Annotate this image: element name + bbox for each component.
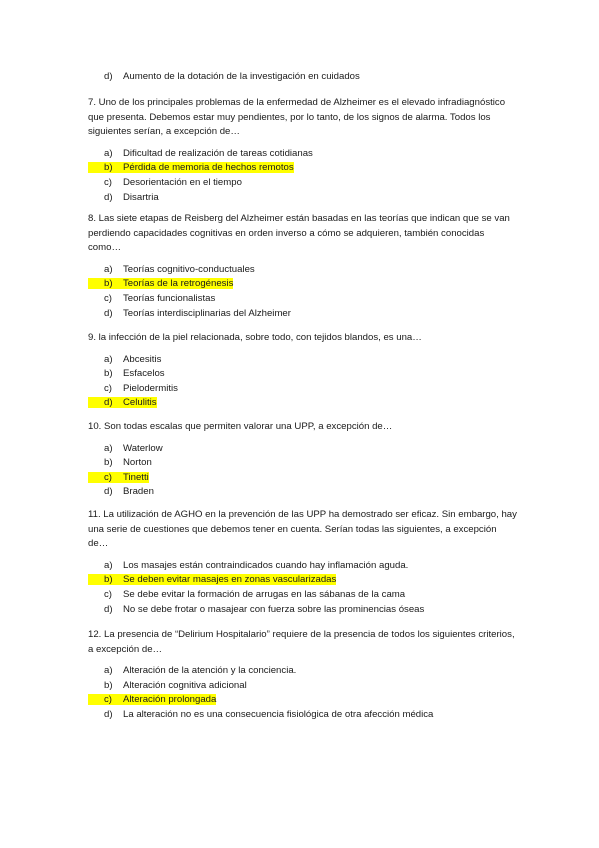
option-item [88,277,518,292]
option-item [88,456,518,471]
option-letter: a) [104,559,113,571]
question-text: 12. La presencia de “Delirium Hospitalario” requiere de la presencia de todos los siguientes criterios, a excepción de… [88,629,515,655]
option-list [88,147,518,205]
option-letter: a) [104,665,113,677]
option-letter: a) [104,263,113,275]
option-list [88,442,518,500]
option-letter: b) [104,679,113,691]
option-letter: b) [104,457,113,469]
option-item [88,161,518,176]
option-item [88,559,518,574]
option-text: Alteración de la atención y la conciencia. [123,665,297,677]
option-text-highlighted: Teorías de la retrogénesis [123,278,234,290]
option-item [88,353,518,368]
option-item [88,176,518,191]
option-list [88,559,518,617]
option-text: Braden [123,486,154,498]
option-text: La alteración no es una consecuencia fisiológica de otra afección médica [123,708,434,720]
question-text: 9. la infección de la piel relacionada, sobre todo, con tejidos blandos, es una… [88,332,422,343]
option-letter: d) [104,307,113,319]
option-item [88,263,518,278]
option-item [88,442,518,457]
option-item [88,307,518,322]
option-text: Los masajes están contraindicados cuando hay inflamación aguda. [123,559,409,571]
question-text: 11. La utilización de AGHO en la prevención de las UPP ha demostrado ser eficaz. Sin embargo, hay una serie de cuestiones que debemos tener en cuenta. Serían todas las siguientes, a excepción de… [88,509,517,550]
question-text: 10. Son todas escalas que permiten valorar una UPP, a excepción de… [88,421,393,432]
option-text: Abcesitis [123,353,162,365]
option-text: Esfacelos [123,368,165,380]
option-text: Desorientación en el tiempo [123,176,242,188]
question-8 [88,212,518,321]
option-item [88,471,518,486]
question-12 [88,628,518,723]
option-text: Teorías funcionalistas [123,292,216,304]
option-letter: c) [104,382,112,394]
option-item [88,485,518,500]
option-item [88,588,518,603]
option-letter: c) [104,292,112,304]
option-item [88,693,518,708]
option-letter: a) [104,442,113,454]
option-item [88,382,518,397]
question-7 [88,96,518,205]
option-item [88,70,360,85]
option-letter: d) [104,191,113,203]
option-text: Teorías interdisciplinarias del Alzheimer [123,307,291,319]
option-text: Alteración cognitiva adicional [123,679,247,691]
option-letter: a) [104,353,113,365]
option-text: Norton [123,457,152,469]
option-letter: c) [104,588,112,600]
option-letter: b) [104,278,113,290]
option-letter: d) [104,708,113,720]
option-item [88,367,518,382]
option-text-highlighted: Celulitis [123,397,157,409]
option-item [88,147,518,162]
option-letter: b) [104,574,113,586]
option-item [88,573,518,588]
option-text: Teorías cognitivo-conductuales [123,263,255,275]
option-item [88,664,518,679]
option-item [88,292,518,307]
option-text: Se debe evitar la formación de arrugas en las sábanas de la cama [123,588,406,600]
option-text-highlighted: Tinetti [123,471,149,483]
option-letter: d) [104,486,113,498]
option-item [88,396,518,411]
option-letter: d) [104,603,113,615]
option-list [88,353,518,411]
option-item [88,679,518,694]
question-text: 8. Las siete etapas de Reisberg del Alzheimer están basadas en las teorías que indican que se van perdiendo capacidades cognitivas en orden inverso a cómo se adquieren, también conocidas como… [88,213,510,254]
option-letter: a) [104,147,113,159]
option-letter: c) [104,471,112,483]
option-text: Pielodermitis [123,382,178,394]
option-text-highlighted: Pérdida de memoria de hechos remotos [123,162,294,174]
question-10 [88,420,518,500]
question-text: 7. Uno de los principales problemas de la enfermedad de Alzheimer es el elevado infradiagnóstico que presenta. Debemos estar muy pendientes, por lo tanto, de los signos de alarma. Todos los siguientes serían, a excepción de… [88,97,506,138]
option-letter: c) [104,694,112,706]
option-text: Disartria [123,191,159,203]
option-text: Waterlow [123,442,163,454]
option-letter: b) [104,368,113,380]
option-list [88,263,518,321]
option-text: Aumento de la dotación de la investigación en cuidados [123,71,360,82]
option-letter: d) [104,397,113,409]
question-11 [88,508,518,617]
option-item [88,191,518,206]
option-text: No se debe frotar o masajear con fuerza sobre las prominencias óseas [123,603,425,615]
option-letter: b) [104,162,113,174]
option-text: Dificultad de realización de tareas cotidianas [123,147,313,159]
option-item [88,603,518,618]
option-text-highlighted: Se deben evitar masajes en zonas vascularizadas [123,574,337,586]
option-text-highlighted: Alteración prolongada [123,694,217,706]
option-item [88,708,518,723]
option-letter: d) [104,71,113,82]
option-list [88,664,518,722]
option-letter: c) [104,176,112,188]
question-9 [88,331,518,411]
